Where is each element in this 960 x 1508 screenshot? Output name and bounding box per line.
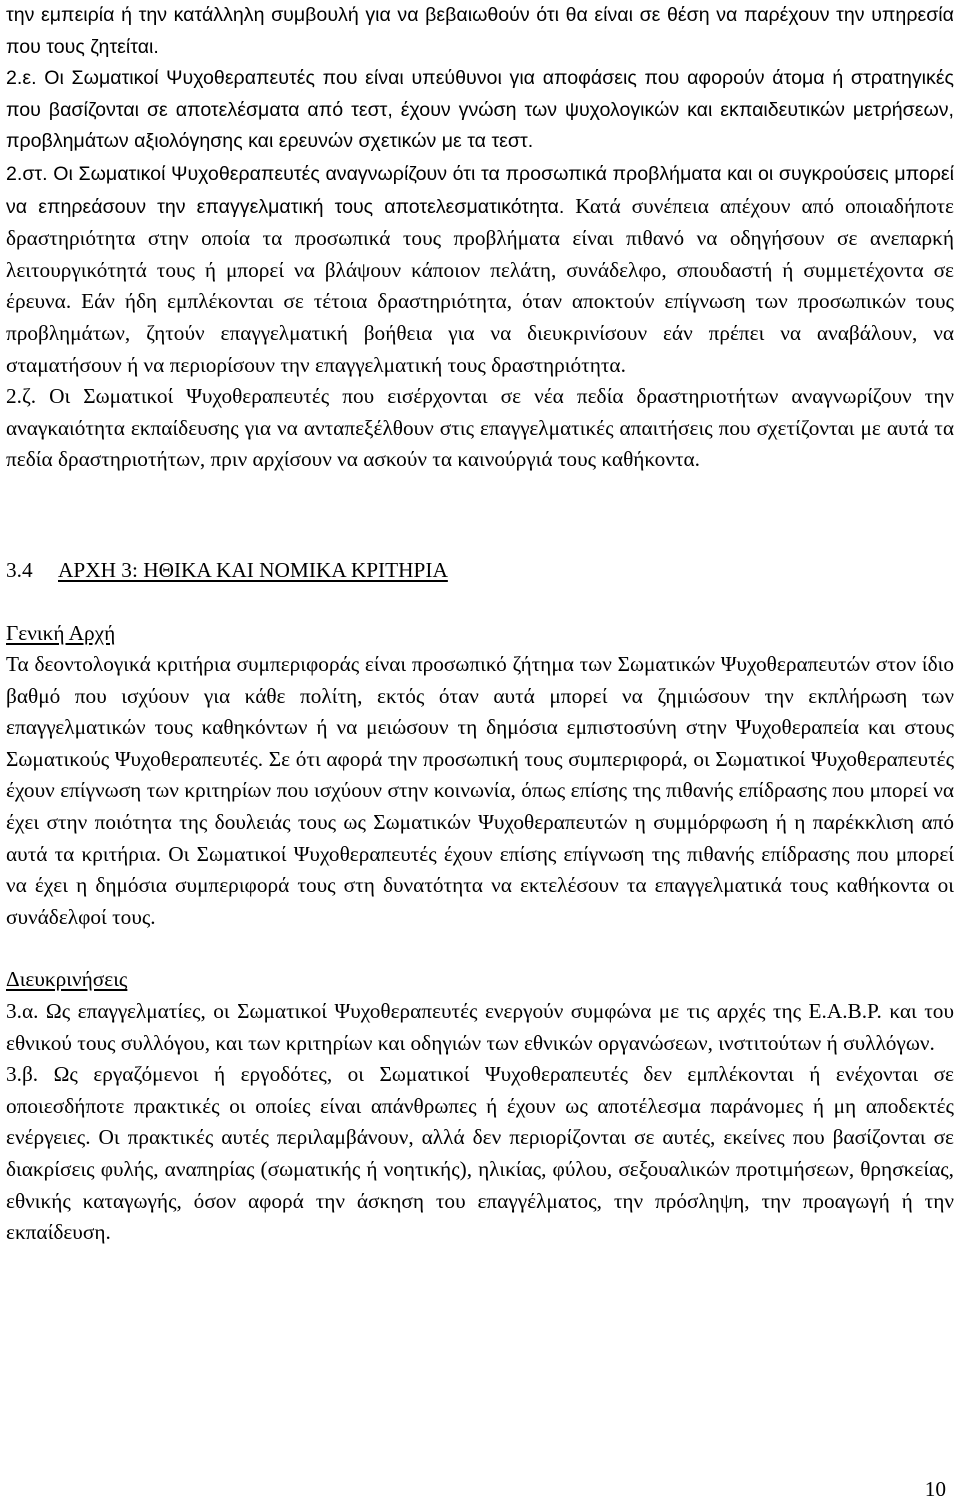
clarifications-heading: Διευκρινήσεις <box>6 967 128 992</box>
paragraph-continuation: την εμπειρία ή την κατάλληλη συμβουλή για να βεβαιωθούν ότι θα είναι σε θέση να παρέχουν την υπηρεσία που τους ζητείται. <box>6 4 954 58</box>
section-number: 3.4 <box>6 557 33 582</box>
spacer <box>6 587 954 618</box>
paragraph-2st-serif: Κατά συνέπεια απέχουν από οποιαδήποτε δραστηριότητα στην οποία τα προσωπικά τους προβλήματα είναι πιθανό να οδηγήσουν σε ανεπαρκή λειτουργικότητά τους ή μπορεί να βλάψουν κάποιον πελάτη, συνάδελφο, σπουδαστή ή συμμετέχοντα σε έρευνα. Εάν ήδη εμπλέκονται σε τέτοια δραστηριότητα, όταν αποκτούν επίγνωση των προσωπικών τους προβλημάτων, ζητούν επαγγελματική βοήθεια για να διευκρινίσουν εάν πρέπει να αναβάλουν, να σταματήσουν ή να περιορίσουν την επαγγελματική τους δραστηριότητα. <box>6 193 954 377</box>
paragraph-2st <box>6 158 954 381</box>
paragraph-2e: 2.ε. Οι Σωματικοί Ψυχοθεραπευτές που είναι υπεύθυνοι για αποφάσεις που αφορούν άτομα ή στρατηγικές που βασίζονται σε αποτελέσματα από τεστ, έχουν γνώση των ψυχολογικών και εκπαιδευτικών μετρήσεων, προβλημάτων αξιολόγησης και ερευνών σχετικών με τα τεστ. <box>6 67 954 153</box>
general-principle-text: Τα δεοντολογικά κριτήρια συμπεριφοράς είναι προσωπικό ζήτημα των Σωματικών Ψυχοθεραπευτών στον ίδιο βαθμό που ισχύουν για κάθε πολίτη, εκτός όταν αυτά μπορεί να ζημιώσουν την εκπλήρωση των επαγγελματικών τους καθηκόντων ή να μειώσουν τη δημόσια εμπιστοσύνη στην Ψυχοθεραπεία και στους Σωματικούς Ψυχοθεραπευτές. Σε ότι αφορά την προσωπική τους συμπεριφορά, οι Σωματικοί Ψυχοθεραπευτές έχουν επίγνωση των κριτηρίων που ισχύουν στην κοινωνία, όπως επίσης της πιθανής επίδρασης που μπορεί να έχει στην ποιότητα της δουλειάς τους ως Σωματικών Ψυχοθεραπευτών η συμμόρφωση ή η παρέκκλιση από αυτά τα κριτήρια. Οι Σωματικοί Ψυχοθεραπευτές έχουν επίσης επίγνωση της πιθανής επίδρασης που μπορεί να έχει η δημόσια συμπεριφορά τους στη δυνατότητα να εκτελέσουν τα επαγγελματικά τους καθήκοντα οι συνάδελφοί τους. <box>6 652 954 929</box>
page-number: 10 <box>924 1477 946 1501</box>
section-title: ΑΡΧΗ 3: ΗΘΙΚΑ ΚΑΙ ΝΟΜΙΚΑ ΚΡΙΤΗΡΙΑ <box>58 557 448 582</box>
spacer <box>6 933 954 964</box>
section-heading <box>6 555 954 587</box>
paragraph-3a: 3.α. Ως επαγγελματίες, οι Σωματικοί Ψυχοθεραπευτές ενεργούν συμφώνα με τις αρχές της Ε.Α.Β.Ρ. και του εθνικού τους συλλόγου, και των κριτηρίων και οδηγιών των εθνικών οργανώσεων, ινστιτούτων ή συλλόγων. <box>6 999 954 1055</box>
paragraph-2st-sans: 2.στ. Οι Σωματικοί Ψυχοθεραπευτές αναγνωρίζουν ότι τα προσωπικά προβλήματα και οι συγκρούσεις μπορεί να επηρεάσουν την επαγγελματική τους αποτελεσματικότητα. <box>6 162 954 218</box>
paragraph-2z: 2.ζ. Οι Σωματικοί Ψυχοθεραπευτές που εισέρχονται σε νέα πεδία δραστηριοτήτων αναγνωρίζουν την αναγκαιότητα εκπαίδευσης για να ανταπεξέλθουν στις επαγγελματικές απαιτήσεις που σχετίζονται με αυτά τα πεδία δραστηριοτήτων, πριν αρχίσουν να ασκούν τα καινούργιά τους καθήκοντα. <box>6 384 954 472</box>
paragraph-3b: 3.β. Ως εργαζόμενοι ή εργοδότες, οι Σωματικοί Ψυχοθεραπευτές δεν εμπλέκονται ή ενέχονται σε οποιεσδήποτε πρακτικές οι οποίες είναι απάνθρωπες ή έχουν ως αποτέλεσμα παράνομες ή μη αποδεκτές ενέργειες. Οι πρακτικές αυτές περιλαμβάνουν, αλλά δεν περιορίζονται σε αυτές, εκείνες που βασίζονται σε διακρίσεις φυλής, αναπηρίας (σωματικής ή νοητικής), ηλικίας, φύλου, σεξουαλικών προτιμήσεων, θρησκείας, εθνικής καταγωγής, όσον αφορά την άσκηση του επαγγέλματος, την πρόσληψη, την προαγωγή ή την εκπαίδευση. <box>6 1062 954 1245</box>
spacer <box>6 476 954 555</box>
general-principle-heading: Γενική Αρχή <box>6 620 116 645</box>
page-content <box>6 0 954 1249</box>
